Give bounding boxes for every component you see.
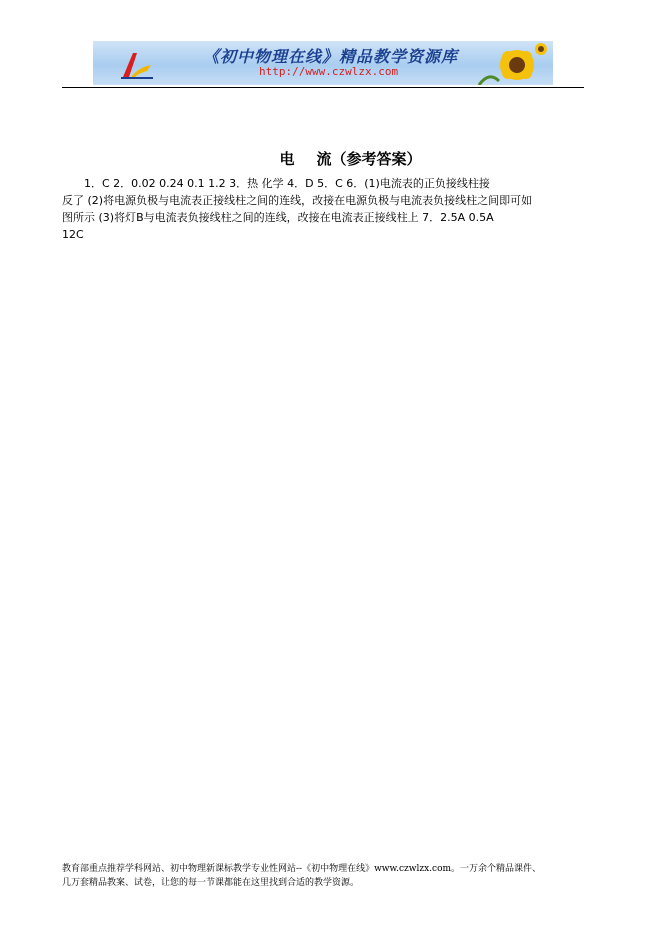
footer-line: 几万套精品教案、试卷，让您的每一节课都能在这里找到合适的教学资源。: [62, 878, 360, 888]
page-footer: [62, 862, 602, 890]
answer-line: 图所示 (3)将灯B与电流表负接线柱之间的连线，改接在电流表正接线柱上 7．2.5A 0.5A: [62, 211, 494, 224]
page-title: [0, 148, 661, 169]
title-rest: 流（参考答案）: [316, 150, 422, 168]
title-char-1: 电: [279, 150, 295, 168]
banner-url: http://www.czwlzx.com: [259, 65, 399, 78]
logo-icon: [117, 47, 157, 81]
header-rule: [62, 87, 584, 88]
banner-title: 《初中物理在线》精品教学资源库: [203, 47, 459, 66]
answer-line: 12C: [62, 228, 84, 241]
header-banner: [93, 41, 553, 85]
sunflower-icon: [459, 41, 549, 85]
answer-line: 1．C 2．0.02 0.24 0.1 1.2 3．热 化学 4．D 5．C 6．(1)电流表的正负接线柱接: [84, 177, 490, 190]
footer-line: 教育部重点推荐学科网站、初中物理新课标教学专业性网站--《初中物理在线》www.czwlzx.com。一万余个精品课件、: [62, 864, 542, 874]
answer-text: [62, 175, 584, 243]
answer-line: 反了 (2)将电源负极与电流表正接线柱之间的连线，改接在电源负极与电流表负接线柱之间即可如: [62, 194, 533, 207]
